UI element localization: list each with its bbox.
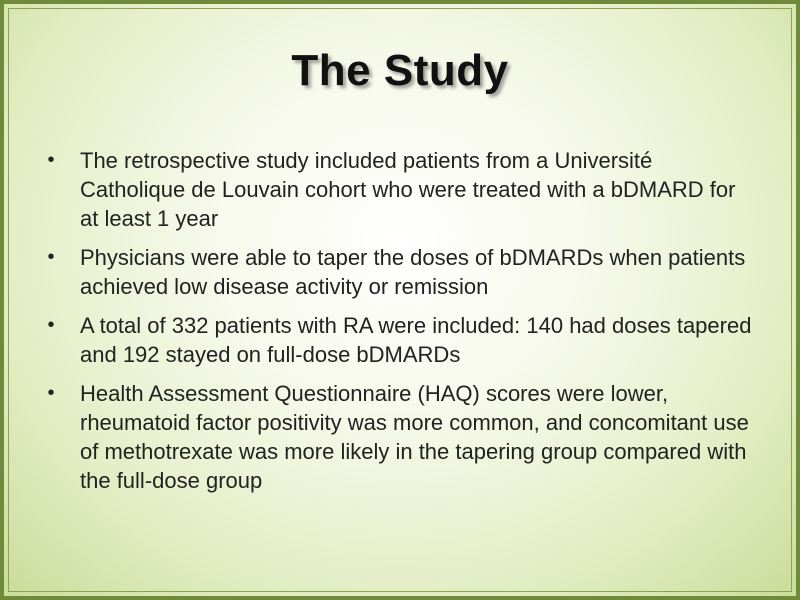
bullet-list	[44, 146, 754, 505]
bullet-item	[44, 146, 754, 233]
bullet-dot-icon: •	[47, 314, 55, 336]
bullet-dot-icon: •	[47, 149, 55, 171]
bullet-text: Health Assessment Questionnaire (HAQ) scores were lower, rheumatoid factor positivity was more common, and concomitant use of methotrexate was more likely in the tapering group compared with the full-dose group	[80, 381, 749, 493]
bullet-item	[44, 379, 754, 495]
bullet-text: A total of 332 patients with RA were included: 140 had doses tapered and 192 stayed on full-dose bDMARDs	[80, 313, 752, 367]
bullet-item	[44, 311, 754, 369]
slide-title: The Study	[291, 46, 509, 95]
bullet-dot-icon: •	[47, 382, 55, 404]
bullet-item	[44, 243, 754, 301]
bullet-text: Physicians were able to taper the doses of bDMARDs when patients achieved low disease activity or remission	[80, 245, 746, 299]
bullet-dot-icon: •	[47, 246, 55, 268]
bullet-text: The retrospective study included patients from a Université Catholique de Louvain cohort who were treated with a bDMARD for at least 1 year	[80, 148, 736, 231]
